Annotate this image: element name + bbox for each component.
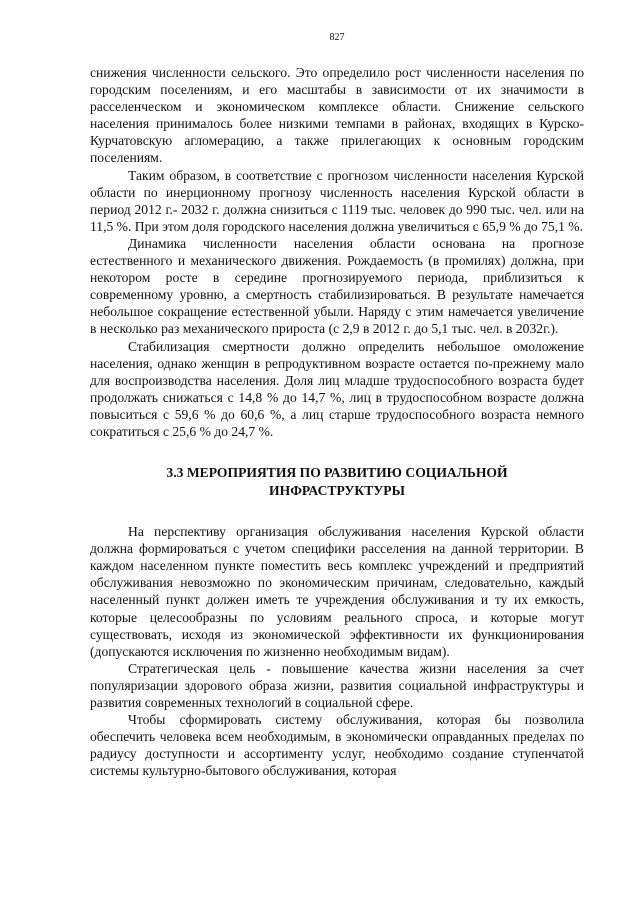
paragraph-service-system: Чтобы сформировать систему обслуживания, которая бы позволила обеспечить человека всем необходимым, в экономически оправданных пределах по радиусу доступности и ассортименту услуг, необходимо создание ступенчатой системы культурно-бытового обслуживания, которая bbox=[90, 712, 584, 779]
paragraph-population-decline: снижения численности сельского. Это определило рост численности населения по городским поселениям, и его масштабы в зависимости от их значимости в расселенческом и экономическом комплексе области. Снижение сельского населения принималось более низкими темпами в районах, входящих в Курско-Курчатовскую агломерацию, а также прилегающих к основным городским поселениям. bbox=[90, 65, 584, 166]
page-number: 827 bbox=[329, 32, 345, 43]
paragraph-inertial-forecast: Таким образом, в соответствие с прогнозом численности населения Курской области по инерционному прогнозу численность населения Курской области в период 2012 г.- 2032 г. должна снизиться с 1119 тыс. человек до 990 тыс. чел. или на 11,5 %. При этом доля городского населения должна увеличиться с 65,9 % до 75,1 %. bbox=[90, 167, 584, 234]
paragraph-service-organization: На перспективу организация обслуживания населения Курской области должна формироваться с учетом специфики расселения на данной территории. В каждом населенном пункте поместить весь комплекс учреждений и предприятий обслуживания невозможно по экономическим причинам, следовательно, каждый населенный пункт должен иметь те учреждения обслуживания и ту их емкость, которые целесообразны по условиям реального спроса, и которые могут существовать, исходя из экономической эффективности их функционирования (допускаются исключения по жизненно необходимым видам). bbox=[90, 524, 584, 659]
document-page bbox=[90, 32, 584, 779]
section-heading-line-2: ИНФРАСТРУКТУРЫ bbox=[269, 482, 405, 498]
paragraph-mortality-stabilization: Стабилизация смертности должно определить небольшое омоложение населения, однако женщин в репродуктивном возрасте остается по-прежнему мало для воспроизводства населения. Доля лиц младше трудоспособного возраста будет продолжать снижаться с 14,8 % до 14,7 %, лиц в трудоспособном возрасте должна повыситься с 59,6 % до 60,6 %, а лиц старше трудоспособного возраста немного сократиться с 25,6 % до 24,7 %. bbox=[90, 338, 584, 439]
paragraph-population-dynamics: Динамика численности населения области основана на прогнозе естественного и механического движения. Рождаемость (в промилях) должна, при некотором росте в середине прогнозируемого периода, приблизиться к современному уровню, а смертность стабилизироваться. В результате намечается небольшое сокращение естественной убыли. Наряду с этим намечается увеличение в несколько раз механического прироста (с 2,9 в 2012 г. до 5,1 тыс. чел. в 2032г.). bbox=[90, 235, 584, 337]
paragraph-strategic-goal: Стратегическая цель - повышение качества жизни населения за счет популяризации здорового образа жизни, развития социальной инфраструктуры и развития современных технологий в социальной сфере. bbox=[90, 660, 584, 710]
section-heading bbox=[90, 464, 584, 499]
section-heading-line-1: 3.3 МЕРОПРИЯТИЯ ПО РАЗВИТИЮ СОЦИАЛЬНОЙ bbox=[166, 465, 508, 481]
